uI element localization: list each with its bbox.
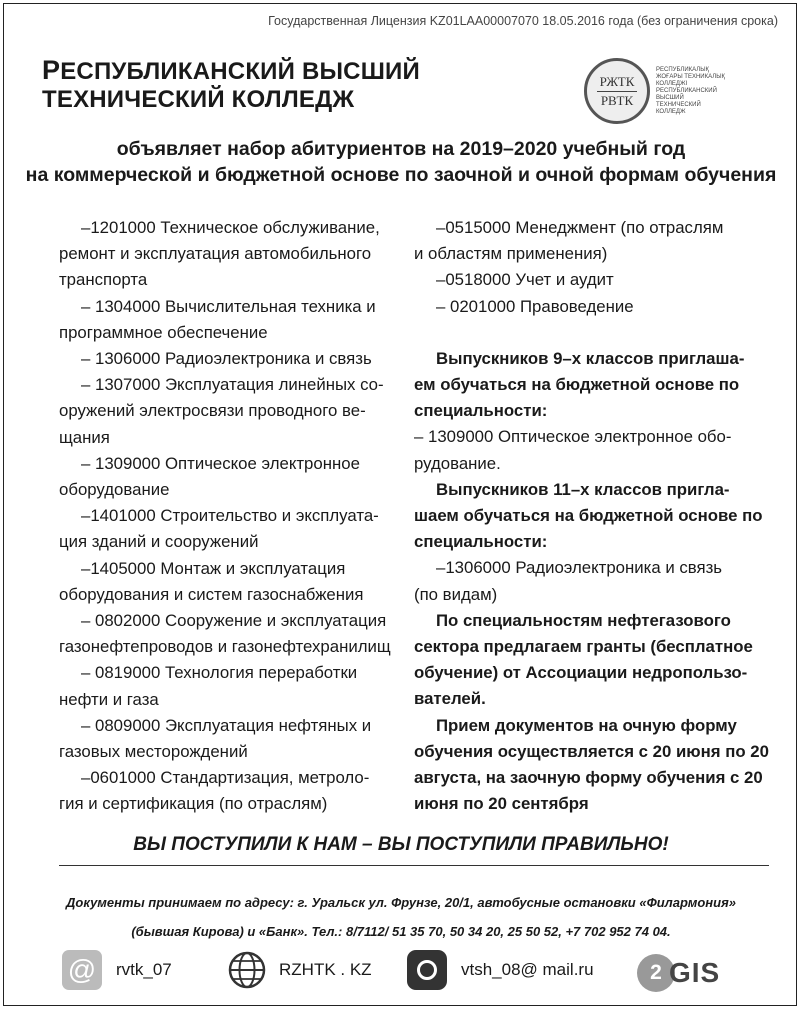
2gis-icon: 2 bbox=[637, 954, 675, 992]
grants-info: По специальностям нефтегазового сектора предлагаем гранты (бесплатное обучение) от Ассоциации недропользо-вателей. bbox=[414, 610, 753, 709]
specialty-item: – 0201000 Правоведение bbox=[436, 296, 634, 316]
specialty-item: – 0802000 Сооружение и эксплуатация газонефтепроводов и газонефтехранилищ bbox=[59, 611, 391, 657]
documents-dates: Прием документов на очную форму обучения осуществляется с 20 июня по 20 августа, на заочную форму обучения с 20 июня по 20 сентября bbox=[414, 715, 769, 814]
specialty-item: –0601000 Стандартизация, метроло- гия и сертификация (по отраслям) bbox=[59, 768, 370, 814]
instagram-icon bbox=[407, 950, 447, 990]
logo-emblem: РЖТК РВТК bbox=[584, 58, 650, 124]
license-text: Государственная Лицензия KZ01LAA00007070 18.05.2016 года (без ограничения срока) bbox=[268, 14, 778, 28]
specialty-item: –0518000 Учет и аудит bbox=[436, 270, 614, 290]
college-name-line2: ТЕХНИЧЕСКИЙ КОЛЛЕДЖ bbox=[42, 86, 355, 113]
contact-instagram-mail[interactable]: vtsh_08@ mail.ru bbox=[407, 950, 594, 990]
contacts-bar bbox=[62, 950, 742, 1000]
poster bbox=[3, 3, 797, 1006]
divider bbox=[59, 865, 769, 866]
specialty-item: –1401000 Строительство и эксплуата- ция зданий и сооружений bbox=[59, 506, 379, 552]
specialty-item: – 1309000 Оптическое электронное оборудование bbox=[59, 453, 360, 500]
grade11-specialty: –1306000 Радиоэлектроника и связь (по видам) bbox=[414, 558, 723, 604]
grade11-invitation: Выпускников 11–х классов пригла- шаем обучаться на бюджетной основе по специальности: bbox=[414, 479, 763, 552]
specialty-item: – 0819000 Технология переработки нефти и газа bbox=[59, 663, 358, 709]
college-logo bbox=[584, 58, 726, 124]
contact-email-user[interactable]: @ rvtk_07 bbox=[62, 950, 172, 990]
at-sign-icon: @ bbox=[62, 950, 102, 990]
slogan: ВЫ ПОСТУПИЛИ К НАМ – ВЫ ПОСТУПИЛИ ПРАВИЛЬНО! bbox=[133, 834, 669, 855]
specialties-list bbox=[59, 215, 394, 818]
college-name bbox=[42, 56, 420, 114]
college-name-line1: РЕСПУБЛИКАНСКИЙ ВЫСШИЙ bbox=[42, 55, 420, 85]
grade9-specialty: – 1309000 Оптическое электронное обо-рудование. bbox=[414, 427, 732, 473]
specialty-item: –1201000 Техническое обслуживание, ремонт и эксплуатация автомобильного транспорта bbox=[59, 218, 380, 290]
specialty-item: – 1304000 Вычислительная техника и программное обеспечение bbox=[59, 296, 376, 342]
specialty-item: – 1306000 Радиоэлектроника и связь bbox=[81, 349, 372, 369]
specialties-info bbox=[414, 215, 779, 817]
globe-icon bbox=[227, 950, 267, 990]
specialty-item: – 0809000 Эксплуатация нефтяных и газовых месторождений bbox=[59, 715, 372, 762]
announcement-heading: объявляет набор абитуриентов на 2019–2020 учебный год на коммерческой и бюджетной основе по заочной и очной формам обучения bbox=[25, 138, 777, 186]
address-block: Документы принимаем по адресу: г. Уральск ул. Фрунзе, 20/1, автобусные остановки «Филармония» (бывшая Кирова) и «Банк». Тел.: 8/7112/ 51 35 70, 50 34 20, 25 50 52, +7 702 952 74 04. bbox=[66, 895, 736, 939]
specialty-item: – 1307000 Эксплуатация линейных со- оружений электросвязи проводного ве-щания bbox=[59, 375, 384, 447]
logo-caption: РЕСПУБЛИКАЛЫҚ ЖОҒАРЫ ТЕХНИКАЛЫҚ КОЛЛЕДЖІ РЕСПУБЛИКАНСКИЙ ВЫСШИЙ ТЕХНИЧЕСКИЙ КОЛЛЕДЖ bbox=[656, 66, 725, 115]
grade9-invitation: Выпускников 9–х классов приглаша- ем обучаться на бюджетной основе по специальности: bbox=[414, 348, 745, 421]
specialty-item: –1405000 Монтаж и эксплуатация оборудования и систем газоснабжения bbox=[59, 558, 364, 604]
contact-website[interactable]: RZHTK . KZ bbox=[227, 950, 372, 990]
2gis-logo[interactable]: 2 GIS bbox=[637, 954, 720, 992]
specialty-item: –0515000 Менеджмент (по отраслям и областям применения) bbox=[414, 218, 724, 264]
